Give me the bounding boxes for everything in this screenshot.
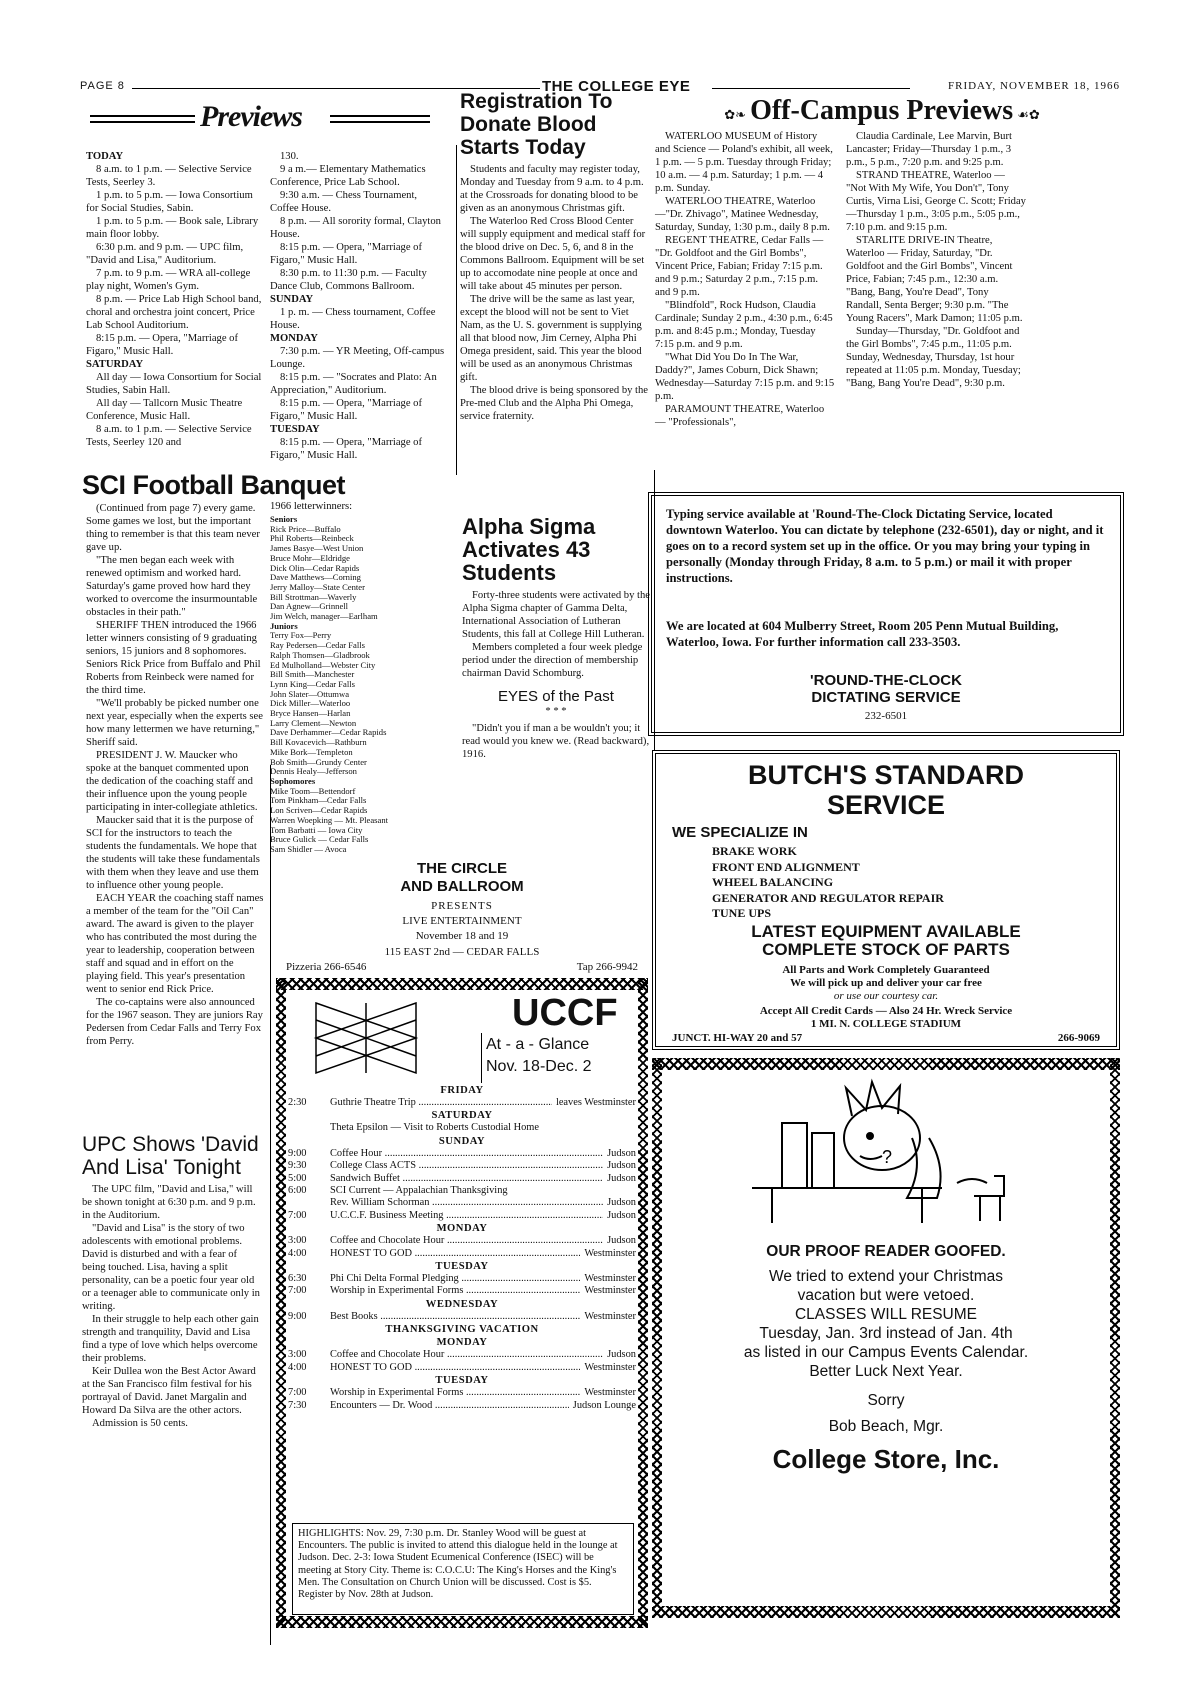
upc-article	[82, 1133, 262, 1430]
butch-service-item: BRAKE WORK	[712, 844, 797, 858]
letterwinner: Lynn King—Cedar Falls	[270, 678, 355, 689]
uccf-event-place: Judson Lounge	[569, 1400, 636, 1412]
uccf-event-time: 6:00	[288, 1185, 307, 1197]
registration-headline: Registration To Donate Blood Starts Today	[460, 90, 613, 159]
store-line2: vacation but were vetoed.	[797, 1287, 975, 1304]
uccf-event-time	[288, 1122, 330, 1134]
preview-entry: 8 p.m. — All sorority formal, Clayton House.	[270, 216, 441, 240]
uccf-event-time: 4:00	[288, 1247, 307, 1259]
uccf-event-name: Coffee and Chocolate Hour .....	[330, 1235, 603, 1247]
uccf-event-place: Westminster	[580, 1248, 636, 1260]
upc-paragraph: The UPC film, "David and Lisa," will be shown tonight at 6:30 p.m. and 9 p.m. in the Auditorium.	[82, 1184, 256, 1221]
uccf-event-row	[288, 1235, 636, 1247]
registration-article	[460, 90, 650, 423]
preview-entry: 7:30 p.m. — YR Meeting, Off-campus Lounge.	[270, 346, 445, 370]
circle-presents: PRESENTS	[431, 900, 493, 912]
banquet-paragraph: Maucker said that it is the purpose of SCI for the instructors to teach the students the fundamentals. We hope that the students will take these fundamentals with them when they leave and use them to influence other young people.	[86, 815, 260, 891]
letterwinner: Ralph Thomsen—Gladbrook	[270, 649, 370, 660]
typing-ad-phone: 232-6501	[864, 710, 908, 722]
uccf-event-place: Judson	[603, 1349, 636, 1361]
uccf-event-place: Judson	[603, 1210, 636, 1222]
preview-entry: 8 p.m. — Price Lab High School band, choral and orchestra joint concert, Price Lab School Auditorium.	[86, 294, 262, 331]
uccf-day: WEDNESDAY	[425, 1298, 499, 1310]
banquet-headline: SCI Football Banquet	[82, 470, 345, 500]
upc-headline: UPC Shows 'David And Lisa' Tonight	[82, 1133, 259, 1179]
uccf-event-row	[288, 1349, 636, 1361]
circle-entertainment: LIVE ENTERTAINMENT	[402, 915, 522, 927]
letterwinner: Rick Price—Buffalo	[270, 523, 341, 534]
circle-tap: Tap 266-9942	[576, 961, 638, 973]
alpha-paragraph: Members completed a four week pledge period under the direction of membership chairman David Schomburg.	[462, 642, 643, 679]
preview-entry: 9:30 a.m. — Chess Tournament, Coffee House.	[270, 190, 418, 214]
previews-col2	[270, 150, 448, 462]
uccf-sub: At - a - Glance	[486, 1036, 590, 1053]
uccf-event-name: Phi Chi Delta Formal Pledging .....	[330, 1273, 580, 1285]
preview-entry: 7 p.m. to 9 p.m. — WRA all-college play night, Women's Gym.	[86, 268, 251, 292]
store-goofed: OUR PROOF READER GOOFED.	[766, 1243, 1006, 1260]
alpha-paragraph: Forty-three students were activated by the Alpha Sigma chapter of Gamma Delta, International Association of Lutheran Students, this fall at College Hill Lutheran.	[462, 590, 650, 640]
uccf-day: MONDAY	[436, 1337, 488, 1349]
preview-entry-label: TODAY	[86, 151, 124, 162]
offcampus-title: Off-Campus Previews	[750, 95, 1014, 126]
banquet-paragraph: PRESIDENT J. W. Maucker who spoke at the banquet commented upon the dedication of the coaching staff and their influence upon the young people participating in inter-collegiate athletics.	[86, 750, 258, 813]
eyes-title: EYES of the Past	[498, 688, 614, 705]
butch-service-item: TUNE UPS	[712, 906, 772, 920]
uccf-event-time: 9:00	[288, 1310, 307, 1322]
preview-entry-label: MONDAY	[270, 333, 318, 344]
letterwinner: Dick Miller—Waterloo	[270, 698, 351, 709]
uccf-title: UCCF	[512, 992, 618, 1034]
offcampus-col1	[655, 130, 835, 429]
letterwinner-group: Seniors	[270, 514, 298, 524]
letterwinner: Terry Fox—Perry	[270, 630, 332, 641]
preview-entry: 130.	[280, 151, 299, 162]
letterwinner: Bruce Mohr—Eldridge	[270, 552, 350, 563]
uccf-event-name: Rev. William Schorman .....	[330, 1197, 603, 1209]
uccf-event-place: Westminster	[580, 1387, 636, 1399]
upc-paragraph: Keir Dullea won the Best Actor Award at the San Francisco film festival for his portrayal of David. Janet Margalin and Howard Da Silva are the other actors.	[82, 1366, 256, 1416]
previews-rule-right	[330, 115, 430, 123]
uccf-day: TUESDAY	[435, 1375, 489, 1387]
alpha-body	[462, 589, 650, 680]
previews-title: Previews	[200, 100, 302, 133]
letterwinner: John Slater—Ottumwa	[270, 688, 350, 699]
eyes-stars: * * *	[545, 706, 567, 717]
butch-items	[712, 844, 944, 922]
uccf-event-time: 3:00	[288, 1349, 307, 1361]
banquet-paragraph: The co-captains were also announced for the 1967 season. They are juniors Ray Pedersen from Cedar Falls and Terry Fox from Perry.	[86, 997, 263, 1047]
uccf-event-time: 9:30	[288, 1160, 307, 1172]
typing-ad-p2: We are located at 604 Mulberry Street, Room 205 Penn Mutual Building, Waterloo, Iowa. For further information call 233-3503.	[666, 619, 1059, 649]
store-line5: as listed in our Campus Events Calendar.	[743, 1344, 1029, 1361]
letterwinners	[270, 500, 450, 855]
uccf-event-row	[288, 1122, 636, 1134]
masthead-rule-left	[132, 88, 540, 89]
registration-paragraph: Students and faculty may register today, Monday and Tuesday from 9 a.m. to 4 p.m. at the Crossroads for donating blood to be given as an anonymous Christmas gift.	[460, 164, 644, 214]
registration-paragraph: The blood drive is being sponsored by the Pre-med Club and the Alpha Phi Omega, service fraternity.	[460, 385, 649, 422]
column-rule	[456, 145, 457, 475]
store-line1: We tried to extend your Christmas	[768, 1268, 1004, 1285]
uccf-event-place	[632, 1122, 636, 1134]
letterwinner: Dennis Healy—Jefferson	[270, 766, 357, 777]
uccf-event-name: Sandwich Buffet .....	[330, 1173, 603, 1185]
uccf-event-place: Judson	[603, 1235, 636, 1247]
preview-entry: 9 a m.— Elementary Mathematics Conference, Price Lab School.	[270, 164, 426, 188]
uccf-event-name: Coffee Hour .....	[330, 1148, 603, 1160]
uccf-event-row	[288, 1400, 636, 1412]
uccf-event-row	[288, 1285, 636, 1297]
preview-entry: 8 a.m. to 1 p.m. — Selective Service Tests, Seerley 120 and	[86, 424, 252, 448]
preview-entry: 8:15 p.m. — Opera, "Marriage of Figaro," Music Hall.	[270, 437, 423, 461]
preview-entry: 1 p. m. — Chess tournament, Coffee House.	[270, 307, 436, 331]
store-line6: Better Luck Next Year.	[809, 1363, 963, 1380]
uccf-event-row	[288, 1362, 636, 1374]
store-sorry: Sorry	[867, 1392, 905, 1409]
typing-ad-name2: DICTATING SERVICE	[811, 689, 961, 706]
uccf-event-row	[288, 1210, 636, 1222]
banquet-paragraph: (Continued from page 7) every game. Some games we lost, but the important thing to remember is that this team never gave up.	[86, 503, 260, 553]
butch-warranty: All Parts and Work Completely Guaranteed	[782, 964, 990, 976]
uccf-day: FRIDAY	[440, 1085, 484, 1096]
letterwinner: Jerry Malloy—State Center	[270, 581, 365, 592]
uccf-event-name: Encounters — Dr. Wood .....	[330, 1400, 569, 1412]
preview-entry: 6:30 p.m. and 9 p.m. — UPC film, "David and Lisa," Auditorium.	[86, 242, 244, 266]
uccf-day: SATURDAY	[431, 1110, 493, 1122]
butch-big1: LATEST EQUIPMENT AVAILABLE	[751, 922, 1021, 941]
butch-service-item: GENERATOR AND REGULATOR REPAIR	[712, 890, 944, 905]
butch-pickup1: We will pick up and deliver your car free	[790, 977, 982, 989]
registration-body	[460, 163, 650, 423]
uccf-schedule	[288, 1084, 636, 1412]
uccf-event-time: 5:00	[288, 1172, 307, 1184]
letterwinners-intro: 1966 letterwinners:	[270, 501, 353, 512]
butch-special: WE SPECIALIZE IN	[672, 824, 808, 841]
circle-ad	[276, 860, 648, 973]
circle-name2: AND BALLROOM	[400, 878, 524, 895]
ornament-right-icon: ☙✿	[1017, 107, 1040, 122]
offcampus-entry: Claudia Cardinale, Lee Marvin, Burt Lancaster; Friday—Thursday 1 p.m., 3 p.m., 5 p.m., 7:20 p.m. and 9:25 p.m.	[846, 131, 1012, 168]
letterwinner: Phil Roberts—Reinbeck	[270, 533, 354, 544]
uccf-event-row	[288, 1387, 636, 1399]
previews-header	[80, 100, 452, 140]
uccf-border-top	[276, 978, 648, 990]
uccf-ad	[276, 978, 648, 1628]
uccf-event-row	[288, 1160, 636, 1172]
butch-service-item: WHEEL BALANCING	[712, 875, 834, 889]
preview-entry: 8:15 p.m. — Opera, "Marriage of Figaro," Music Hall.	[86, 333, 239, 357]
registration-paragraph: The drive will be the same as last year, except the blood will not be sent to Viet Nam, as the U. S. government is supplying all that blood now, Jim Cerney, Alpha Phi Omega president, said. This year the blood will be used as an anonymous Christmas gift.	[460, 294, 642, 383]
uccf-event-place: Westminster	[580, 1362, 636, 1374]
letterwinner: Mike Bork—Templeton	[270, 746, 353, 757]
uccf-rule	[481, 1033, 482, 1083]
uccf-event-name: SCI Current — Appalachian Thanksgiving	[330, 1185, 508, 1197]
offcampus-entry: REGENT THEATRE, Cedar Falls — "Dr. Goldfoot and the Girl Bombs", Vincent Price, Fabian; Friday 7:15 p.m. and 9 p.m.; Saturday 2 p.m., 7:15 p.m. and 9 p.m.	[655, 235, 824, 298]
letterwinner: Bill Strottman—Waverly	[270, 591, 357, 602]
letterwinner: Mike Toom—Bettendorf	[270, 785, 356, 796]
uccf-event-time: 6:30	[288, 1273, 307, 1285]
preview-entry: 8:15 p.m. — "Socrates and Plato: An Appreciation," Auditorium.	[270, 372, 437, 396]
banquet-paragraph: SHERIFF THEN introduced the 1966 letter winners consisting of 9 graduating seniors, 15 juniors and 8 sophomores. Seniors Rick Price from Buffalo and Phil Roberts from Reinbeck were named for the third time.	[86, 620, 261, 696]
circle-name1: THE CIRCLE	[417, 860, 507, 877]
offcampus-entry: WATERLOO MUSEUM of History and Science — Poland's exhibit, all week, 1 p.m. — 5 p.m. Tuesday through Friday; 10 a.m. — 4 p.m. Saturday; 1 p.m. — 4 p.m. Sunday.	[655, 131, 833, 194]
offcampus-entry: WATERLOO THEATRE, Waterloo—"Dr. Zhivago", Matinee Wednesday, Saturday, Sunday, 1:30 p.m., daily 8 p.m.	[655, 196, 830, 233]
store-line4: Tuesday, Jan. 3rd instead of Jan. 4th	[759, 1325, 1013, 1342]
banquet-paragraph: "We'll probably be picked number one next year, especially when the experts see how many lettermen we have returning," Sheriff said.	[86, 698, 263, 748]
uccf-event-name: Worship in Experimental Forms .....	[330, 1285, 580, 1297]
uccf-event-name: College Class ACTS .....	[330, 1160, 603, 1172]
svg-text:?: ?	[882, 1147, 893, 1167]
alpha-headline: Alpha Sigma Activates 43 Students	[462, 514, 596, 585]
eyes-text: "Didn't you if man a be wouldn't you; it read would you knew we. (Read backward), 1916.	[462, 723, 650, 760]
uccf-event-place	[632, 1185, 636, 1197]
uccf-border-bottom	[276, 1616, 648, 1628]
uccf-event-place: Judson	[603, 1173, 636, 1185]
butch-credit: Accept All Credit Cards — Also 24 Hr. Wreck Service	[759, 1005, 1013, 1017]
letterwinner: Tom Barbatti — Iowa City	[270, 824, 363, 835]
butch-big2: COMPLETE STOCK OF PARTS	[762, 940, 1010, 959]
registration-paragraph: The Waterloo Red Cross Blood Center will supply equipment and medical staff for the blood drive on Dec. 5, 6, and 8 in the Commons Ballroom. Equipment will be set up to accomodate nine people at once and will take about 45 minutes per person.	[460, 216, 646, 292]
uccf-event-time: 7:00	[288, 1209, 307, 1221]
uccf-event-name: Coffee and Chocolate Hour .....	[330, 1349, 603, 1361]
uccf-day: MONDAY	[436, 1223, 488, 1235]
circle-address: 115 EAST 2nd — CEDAR FALLS	[384, 946, 540, 958]
offcampus-entry: "Blindfold", Rock Hudson, Claudia Cardinale; Sunday 2 p.m., 4:30 p.m., 6:45 p.m. and 8:45 p.m.; Monday, Tuesday 7:15 p.m. and 9 p.m.	[655, 300, 833, 350]
butch-ad	[652, 750, 1120, 1050]
uccf-event-time: 3:00	[288, 1235, 307, 1247]
letterwinner: Lon Scriven—Cedar Rapids	[270, 805, 368, 816]
butch-title1: BUTCH'S STANDARD	[748, 760, 1024, 790]
uccf-event-time	[288, 1197, 330, 1209]
offcampus-entry: STARLITE DRIVE-IN Theatre, Waterloo — Friday, Saturday, "Dr. Goldfoot and the Girl Bombs", Vincent Price, Fabian; 7:45 p.m., 12:30 a.m. "Bang, Bang, You're Dead", Tony Randall, Senta Berger; 9:30 p.m. "The Young Racers", Mark Damon; 11:05 p.m.	[846, 235, 1023, 324]
offcampus-entry: Sunday—Thursday, "Dr. Goldfoot and the Girl Bombs", 7:45 p.m., 11:05 p.m. Sunday, Wednesday, Thursday, 1st hour repeated at 11:05 p.m. Monday, Tuesday; "Bang, Bang You're Dead", 9:30 p.m.	[846, 326, 1021, 389]
offcampus-header	[652, 95, 1112, 125]
uccf-event-time: 2:30	[288, 1097, 307, 1108]
upc-paragraph: Admission is 50 cents.	[92, 1418, 188, 1429]
letterwinner-group: Sophomores	[270, 775, 316, 786]
store-manager: Bob Beach, Mgr.	[828, 1418, 944, 1435]
butch-pickup2: or use our courtesy car.	[833, 990, 939, 1002]
preview-entry: 1 p.m. to 5 p.m. — Book sale, Library main floor lobby.	[86, 216, 259, 240]
uccf-event-row	[288, 1311, 636, 1323]
uccf-event-place: Judson	[603, 1148, 636, 1160]
uccf-event-row	[288, 1273, 636, 1285]
letterwinner: Ray Pedersen—Cedar Falls	[270, 640, 365, 651]
store-border-top	[652, 1058, 1120, 1070]
store-line3: CLASSES WILL RESUME	[794, 1306, 978, 1323]
uccf-day: THANKSGIVING VACATION	[385, 1324, 539, 1336]
uccf-event-row	[288, 1197, 636, 1209]
letterwinner: Larry Clement—Newton	[270, 717, 357, 728]
letterwinner: Tom Pinkham—Cedar Falls	[270, 795, 367, 806]
store-ad	[652, 1058, 1120, 1618]
uccf-logo-icon	[306, 998, 426, 1078]
butch-location: 1 MI. N. COLLEGE STADIUM	[810, 1018, 962, 1030]
ornament-left-icon: ✿❧	[724, 107, 747, 122]
uccf-event-name: Theta Epsilon — Visit to Roberts Custodial Home	[330, 1122, 540, 1134]
preview-entry-label: SATURDAY	[86, 359, 144, 370]
uccf-event-row	[288, 1248, 636, 1260]
column-rule-3	[270, 765, 271, 1645]
uccf-event-time: 7:00	[288, 1285, 307, 1297]
uccf-range: Nov. 18-Dec. 2	[486, 1058, 592, 1075]
letterwinner: Bob Smith—Grundy Center	[270, 756, 367, 767]
upc-paragraph: In their struggle to help each other gain strength and tranquility, David and Lisa find a type of love which helps overcome their problems.	[82, 1314, 259, 1364]
paper-name: THE COLLEGE EYE	[542, 78, 691, 95]
circle-pizzeria: Pizzeria 266-6546	[286, 961, 367, 973]
store-name: College Store, Inc.	[772, 1444, 1000, 1474]
uccf-event-time: 7:30	[288, 1399, 307, 1411]
uccf-event-place: Westminster	[580, 1311, 636, 1323]
offcampus-col2	[846, 130, 1026, 390]
uccf-highlights: HIGHLIGHTS: Nov. 29, 7:30 p.m. Dr. Stanley Wood will be guest at Encounters. The public is invited to attend this dialogue held in the lounge at Judson. Dec. 2-3: Iowa Student Ecumenical Conference (ISEC) will be meeting at Story City. Theme is: C.O.C.U: The King's Horses and the King's Men. The Consultation on Church Union will be discussed. Cost is $5. Register by Nov. 28th at Judson.	[292, 1523, 634, 1615]
banquet-paragraph: EACH YEAR the coaching staff names a member of the team for the "Oil Can" award. The award is given to the player who has contributed the most during the year to leadership, cooperation between staff and squad and in effort on the playing field. This year's presentation went to senior end Rick Price.	[86, 893, 264, 995]
uccf-event-name: HONEST TO GOD .....	[330, 1362, 580, 1374]
typing-ad-name1: 'ROUND-THE-CLOCK	[810, 672, 962, 689]
uccf-event-name: HONEST TO GOD .....	[330, 1248, 580, 1260]
uccf-event-name: Worship in Experimental Forms .....	[330, 1387, 580, 1399]
butch-junct: JUNCT. HI-WAY 20 and 57	[672, 1032, 803, 1044]
preview-entry-label: SUNDAY	[270, 294, 314, 305]
uccf-day: SUNDAY	[438, 1135, 486, 1147]
uccf-border-right	[638, 978, 648, 1628]
letterwinner: James Basye—West Union	[270, 543, 364, 554]
preview-entry: 8 a.m. to 1 p.m. — Selective Service Tests, Seerley 3.	[86, 164, 252, 188]
preview-entry-label: TUESDAY	[270, 424, 320, 435]
letterwinner: Dave Matthews—Corning	[270, 572, 361, 583]
letterwinner: Bryce Hansen—Harlan	[270, 708, 351, 719]
preview-entry: All day — Tallcorn Music Theatre Conference, Music Hall.	[86, 398, 243, 422]
uccf-event-row	[288, 1097, 636, 1109]
letterwinner: Sam Shidler — Avoca	[270, 843, 347, 854]
uccf-event-place: Westminster	[580, 1273, 636, 1285]
uccf-event-place: Judson	[603, 1160, 636, 1172]
offcampus-entry: STRAND THEATRE, Waterloo — "Not With My Wife, You Don't", Tony Curtis, Virna Lisi, George C. Scott; Friday—Thursday 1 p.m., 3:05 p.m., 5:05 p.m., 7:10 p.m. and 9:15 p.m.	[846, 170, 1026, 233]
offcampus-entry: PARAMOUNT THEATRE, Waterloo — "Professionals",	[655, 404, 825, 428]
letterwinner: Dick Olin—Cedar Rapids	[270, 562, 360, 573]
upc-body	[82, 1183, 262, 1430]
uccf-border-left	[276, 978, 286, 1628]
uccf-event-time: 4:00	[288, 1361, 307, 1373]
preview-entry: 8:15 p.m. — Opera, "Marriage of Figaro," Music Hall.	[270, 398, 423, 422]
uccf-day: TUESDAY	[435, 1261, 489, 1273]
alpha-article	[462, 515, 650, 761]
uccf-event-time: 9:00	[288, 1147, 307, 1159]
letterwinner: Dan Agnew—Grinnell	[270, 601, 349, 612]
preview-entry: 1 p.m. to 5 p.m. — Iowa Consortium for Social Studies, Sabin.	[86, 190, 253, 214]
uccf-event-place: Westminster	[580, 1285, 636, 1297]
letterwinner: Bill Kovacevich—Rathburn	[270, 737, 367, 748]
previews-col1	[86, 150, 264, 449]
uccf-event-row	[288, 1185, 636, 1197]
page-number: PAGE 8	[80, 80, 125, 92]
banquet-col1	[86, 502, 264, 1048]
letterwinner: Dave Derhammer—Cedar Rapids	[270, 727, 387, 738]
letterwinners-list	[270, 515, 450, 855]
upc-paragraph: "David and Lisa" is the story of two adolescents with emotional problems. David is disturbed and with a fear of being touched. Lisa, having a split personality, can be a poetic four year old or a teenager able to communicate only in writing.	[82, 1223, 260, 1312]
issue-date: FRIDAY, NOVEMBER 18, 1966	[948, 80, 1120, 92]
proofreader-cartoon-icon	[742, 1078, 1042, 1228]
letterwinner: Warren Woepking — Mt. Pleasant	[270, 814, 389, 825]
offcampus-entry: "What Did You Do In The War, Daddy?", James Coburn, Dick Shawn; Wednesday—Saturday 7:15 p.m. and 9:15 p.m.	[655, 352, 835, 402]
uccf-event-name: U.C.C.F. Business Meeting .....	[330, 1210, 603, 1222]
typing-ad-p1: Typing service available at 'Round-The-Clock Dictating Service, located downtown Waterloo. You can dictate by telephone (232-6501), day or night, and it goes on to a record system set up in the office. Or you may bring your typing in personally (Monday through Friday, 8 a.m. to 5 p.m.) or mail it with proper instructions.	[666, 507, 1104, 585]
uccf-event-place: Judson	[603, 1197, 636, 1209]
letterwinner-group: Juniors	[270, 620, 298, 631]
uccf-event-name: Best Books .....	[330, 1311, 580, 1323]
previews-rule-left	[90, 115, 195, 123]
butch-phone: 266-9069	[1057, 1032, 1100, 1044]
typing-ad	[648, 492, 1124, 736]
uccf-event-place: leaves Westminster	[552, 1097, 636, 1109]
preview-entry: 8:30 p.m. to 11:30 p.m. — Faculty Dance Club, Commons Ballroom.	[270, 268, 427, 292]
letterwinner: Bill Smith—Manchester	[270, 669, 355, 680]
uccf-event-row	[288, 1148, 636, 1160]
preview-entry: 8:15 p.m. — Opera, "Marriage of Figaro," Music Hall.	[270, 242, 423, 266]
letterwinner: Bruce Gulick — Cedar Falls	[270, 834, 369, 845]
banquet-paragraph: "The men began each week with renewed optimism and worked hard. Saturday's game proved how hard they worked to overcome the insurmountable obstacles in their path."	[86, 555, 258, 618]
uccf-event-row	[288, 1173, 636, 1185]
preview-entry: All day — Iowa Consortium for Social Studies, Sabin Hall.	[86, 372, 262, 396]
masthead-rule-right	[712, 88, 910, 89]
store-border-bottom	[652, 1606, 1120, 1618]
uccf-event-time: 7:00	[288, 1387, 307, 1399]
butch-title2: SERVICE	[826, 790, 946, 820]
uccf-event-name: Guthrie Theatre Trip .....	[330, 1097, 552, 1109]
circle-dates: November 18 and 19	[415, 930, 509, 942]
letterwinner: Ed Mulholland—Webster City	[270, 659, 376, 670]
butch-service-item: FRONT END ALIGNMENT	[712, 859, 860, 874]
letterwinner: Jim Welch, manager—Earlham	[270, 611, 378, 622]
